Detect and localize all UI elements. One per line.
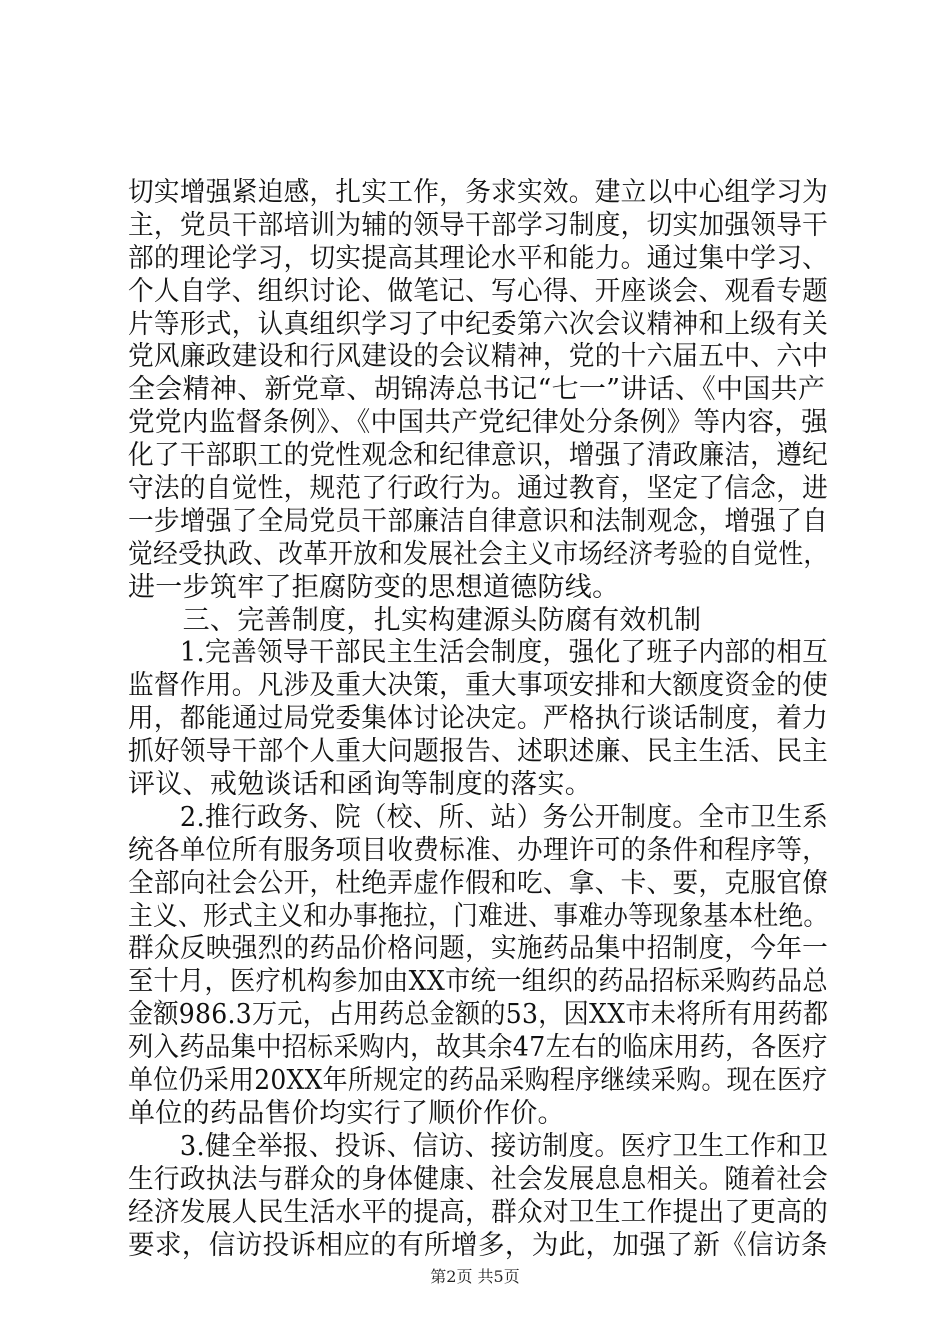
section-heading: 三、完善制度，扎实构建源头防腐有效机制 — [128, 604, 702, 636]
text-line: 用，都能通过局党委集体讨论决定。严格执行谈话制度，着力 — [128, 703, 829, 735]
text-line: 党党内监督条例》、《中国共产党纪律处分条例》等内容，强 — [128, 407, 829, 439]
text-line: 群众反映强烈的药品价格问题，实施药品集中招制度，今年一 — [128, 933, 829, 965]
document-body — [128, 177, 828, 1262]
text-line: 抓好领导干部个人重大问题报告、述职述廉、民主生活、民主 — [128, 736, 829, 768]
text-line: 监督作用。凡涉及重大决策，重大事项安排和大额度资金的使 — [128, 670, 829, 702]
text-line: 金额986.3万元，占用药总金额的53，因XX市未将所有用药都 — [128, 999, 829, 1031]
text-line: 3.健全举报、投诉、信访、接访制度。医疗卫生工作和卫 — [128, 1130, 829, 1162]
text-line: 全部向社会公开，杜绝弄虚作假和吃、拿、卡、要，克服官僚 — [128, 867, 829, 899]
text-line: 单位仍采用20XX年所规定的药品采购程序继续采购。现在医疗 — [128, 1065, 828, 1097]
text-line: 1.完善领导干部民主生活会制度，强化了班子内部的相互 — [128, 637, 829, 669]
text-line: 切实增强紧迫感，扎实工作，务求实效。建立以中心组学习为 — [128, 177, 829, 208]
text-line: 要求，信访投诉相应的有所增多，为此，加强了新《信访条 — [128, 1229, 828, 1261]
text-line: 主，党员干部培训为辅的领导干部学习制度，切实加强领导干 — [128, 209, 829, 241]
text-line: 主义、形式主义和办事拖拉，门难进、事难办等现象基本杜绝。 — [128, 900, 829, 932]
text-line: 单位的药品售价均实行了顺价作价。 — [128, 1097, 565, 1129]
text-line: 一步增强了全局党员干部廉洁自律意识和法制观念，增强了自 — [128, 505, 829, 537]
text-line: 至十月，医疗机构参加由XX市统一组织的药品招标采购药品总 — [128, 966, 828, 998]
text-line: 个人自学、组织讨论、做笔记、写心得、开座谈会、观看专题 — [128, 275, 829, 307]
text-line: 列入药品集中招标采购内，故其余47左右的临床用药，各医疗 — [128, 1032, 828, 1064]
text-line: 党风廉政建设和行风建设的会议精神，党的十六届五中、六中 — [128, 341, 829, 373]
text-line: 评议、戒勉谈话和函询等制度的落实。 — [128, 769, 593, 801]
text-line: 经济发展人民生活水平的提高，群众对卫生工作提出了更高的 — [128, 1196, 829, 1228]
text-line: 进一步筑牢了拒腐防变的思想道德防线。 — [128, 571, 620, 603]
text-line: 觉经受执政、改革开放和发展社会主义市场经济考验的自觉性， — [128, 538, 829, 570]
text-line: 化了干部职工的党性观念和纪律意识，增强了清政廉洁，遵纪 — [128, 440, 829, 472]
text-line: 全会精神、新党章、胡锦涛总书记“七一”讲话、《中国共产 — [128, 374, 826, 406]
text-line: 2.推行政务、院（校、所、站）务公开制度。全市卫生系 — [128, 801, 829, 833]
text-line: 守法的自觉性，规范了行政行为。通过教育，坚定了信念，进 — [128, 473, 829, 505]
text-line: 片等形式，认真组织学习了中纪委第六次会议精神和上级有关 — [128, 308, 829, 340]
page-footer: 第2页 共5页 — [430, 1267, 520, 1286]
text-line: 生行政执法与群众的身体健康、社会发展息息相关。随着社会 — [128, 1163, 829, 1195]
text-line: 部的理论学习，切实提高其理论水平和能力。通过集中学习、 — [128, 242, 829, 274]
text-line: 统各单位所有服务项目收费标准、办理许可的条件和程序等， — [128, 834, 829, 866]
